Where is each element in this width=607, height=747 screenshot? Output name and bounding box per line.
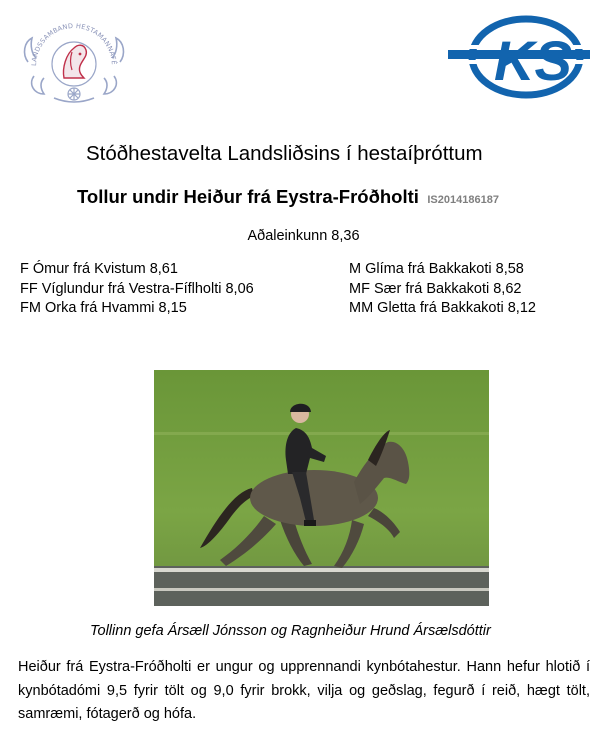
horse-heading — [77, 186, 499, 208]
page-title: Stóðhestavelta Landsliðsins í hestaíþróttum — [86, 142, 483, 165]
main-score: Aðaleinkunn 8,36 — [247, 228, 360, 244]
svg-text:LANDSSAMBAND HESTAMANNAFÉLAGA: LANDSSAMBAND HESTAMANNAFÉ — [29, 21, 119, 67]
registration-number: IS2014186187 — [427, 194, 499, 206]
pedigree-line: M Glíma frá Bakkakoti 8,58 — [349, 261, 524, 277]
lh-logo — [18, 14, 130, 106]
ks-logo — [448, 14, 590, 100]
pedigree-line: FM Orka frá Hvammi 8,15 — [20, 300, 187, 316]
description-paragraph: Heiður frá Eystra-Fróðholti er ungur og upprennandi kynbótahestur. Hann hefur hlotið í kynbótadómi 9,5 fyrir tölt og 9,0 fyrir brokk, vilja og geðslag, fegurð í reið, hægt tölt, samræmi, fótagerð og hófa. — [18, 659, 590, 722]
pedigree-line: MF Sær frá Bakkakoti 8,62 — [349, 280, 522, 297]
pedigree-line: MM Gletta frá Bakkakoti 8,12 — [349, 300, 536, 316]
pedigree-line: F Ómur frá Kvistum 8,61 — [20, 261, 178, 277]
pedigree-sire-side — [20, 260, 254, 319]
pedigree-dam-side — [349, 260, 536, 319]
horse-photo — [154, 370, 489, 606]
svg-text:KS: KS — [494, 29, 572, 92]
horse-name: Tollur undir Heiður frá Eystra-Fróðholti — [77, 186, 419, 207]
pedigree-line: FF Víglundur frá Vestra-Fíflholti 8,06 — [20, 280, 254, 297]
photo-caption: Tollinn gefa Ársæll Jónsson og Ragnheiður Hrund Ársælsdóttir — [90, 623, 491, 639]
